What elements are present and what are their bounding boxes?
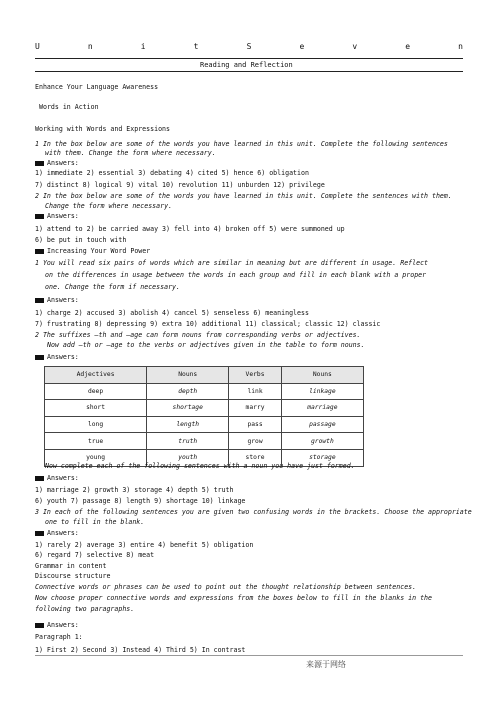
answer-line: 1) marriage 2) growth 3) storage 4) depth 5) truth	[35, 486, 234, 494]
instruction-text: 1 You will read six pairs of words which are similar in meaning but are different in usage. Reflect	[35, 259, 429, 267]
answer-line: 1) charge 2) accused 3) abolish 4) cancel 5) senseless 6) meaningless	[35, 309, 309, 317]
table-cell: storage	[281, 449, 363, 466]
table-cell: linkage	[281, 383, 363, 400]
instruction-text: Now choose proper connective words and expressions from the boxes below to fill in the blanks in the	[35, 594, 432, 602]
table-cell: store	[229, 449, 281, 466]
table-cell: shortage	[147, 400, 229, 417]
bullet-square-icon	[35, 214, 44, 219]
bullet-square-icon	[35, 161, 44, 166]
title-letter: i	[140, 42, 146, 51]
section-heading: Discourse structure	[35, 572, 111, 580]
table-cell: young	[45, 449, 147, 466]
header-rule	[35, 58, 463, 59]
table-cell: link	[229, 383, 281, 400]
answer-line: 6) be put in touch with	[35, 236, 127, 244]
answer-line: 7) frustrating 8) depressing 9) extra 10) additional 11) classical; classic 12) classic	[35, 320, 381, 328]
paragraph-label: Paragraph 1:	[35, 633, 83, 641]
title-letter: t	[193, 42, 199, 51]
instruction-text: Change the form where necessary.	[45, 202, 173, 210]
answer-line: 7) distinct 8) logical 9) vital 10) revolution 11) unburden 12) privilege	[35, 181, 325, 189]
table-cell: true	[45, 433, 147, 450]
title-letter: e	[299, 42, 305, 51]
answer-line: 6) regard 7) selective 8) meat	[35, 551, 155, 559]
instruction-text: Connective words or phrases can be used to point out the thought relationship between sentences.	[35, 583, 417, 591]
answers-label: Answers:	[35, 353, 79, 362]
table-cell: depth	[147, 383, 229, 400]
answers-label: Answers:	[35, 529, 79, 538]
instruction-text: 1 In the box below are some of the words you have learned in this unit. Complete the following sentences	[35, 140, 448, 148]
table-row	[45, 400, 364, 417]
table-cell: youth	[147, 449, 229, 466]
table-cell: long	[45, 416, 147, 433]
instruction-text: one to fill in the blank.	[45, 518, 145, 526]
title-letter: n	[87, 42, 93, 51]
bullet-square-icon	[35, 623, 44, 628]
table-cell: pass	[229, 416, 281, 433]
instruction-text: with them. Change the form where necessary.	[45, 149, 216, 157]
table-header: Adjectives	[45, 367, 147, 384]
instruction-text: 2 The suffixes –th and –age can form nouns from corresponding verbs or adjectives.	[35, 331, 361, 339]
instruction-text: 2 In the box below are some of the words you have learned in this unit. Complete the sentences with them.	[35, 192, 452, 200]
answers-label: Answers:	[35, 296, 79, 305]
bullet-square-icon	[35, 355, 44, 360]
answer-line: 1) First 2) Second 3) Instead 4) Third 5) In contrast	[35, 646, 246, 654]
section-subtitle: Reading and Reflection	[200, 61, 293, 69]
title-letter: U	[35, 42, 40, 51]
answers-label: Answers:	[35, 474, 79, 483]
instruction-text: 3 In each of the following sentences you are given two confusing words in the brackets. Choose the appropriate	[35, 508, 472, 516]
instruction-text: Now add –th or –age to the verbs or adjectives given in the table to form nouns.	[47, 341, 365, 349]
table-cell: grow	[229, 433, 281, 450]
table-header: Verbs	[229, 367, 281, 384]
answers-label: Answers:	[35, 212, 79, 221]
table-cell: growth	[281, 433, 363, 450]
instruction-text: one. Change the form if necessary.	[45, 283, 180, 291]
table-cell: marry	[229, 400, 281, 417]
section-heading: Increasing Your Word Power	[35, 247, 150, 256]
table-row	[45, 433, 364, 450]
title-letter: e	[405, 42, 411, 51]
footer-rule	[35, 655, 463, 656]
table-cell: passage	[281, 416, 363, 433]
bullet-square-icon	[35, 249, 44, 254]
table-cell: truth	[147, 433, 229, 450]
title-letter: n	[458, 42, 463, 51]
unit-title	[35, 42, 463, 51]
answers-label: Answers:	[35, 159, 79, 168]
instruction-text: Now complete each of the following sentences with a noun you have just formed.	[45, 462, 355, 470]
table-header: Nouns	[281, 367, 363, 384]
title-letter: v	[352, 42, 358, 51]
section-heading: Working with Words and Expressions	[35, 125, 170, 133]
table-header-row	[45, 367, 364, 384]
bullet-square-icon	[35, 298, 44, 303]
instruction-text: following two paragraphs.	[35, 605, 135, 613]
section-heading: Grammar in content	[35, 562, 107, 570]
answer-line: 1) rarely 2) average 3) entire 4) benefit 5) obligation	[35, 541, 254, 549]
footer-source: 来源于网络	[306, 660, 346, 669]
instruction-text: on the differences in usage between the words in each group and fill in each blank with a proper	[45, 271, 427, 279]
bullet-square-icon	[35, 476, 44, 481]
answer-line: 1) attend to 2) be carried away 3) fell into 4) broken off 5) were summoned up	[35, 225, 345, 233]
table-header: Nouns	[147, 367, 229, 384]
section-heading: Enhance Your Language Awareness	[35, 83, 159, 91]
title-letter: S	[246, 42, 252, 51]
answers-label: Answers:	[35, 621, 79, 630]
section-heading: Words in Action	[39, 103, 99, 111]
table-cell: marriage	[281, 400, 363, 417]
answer-line: 6) youth 7) passage 8) length 9) shortage 10) linkage	[35, 497, 246, 505]
table-cell: length	[147, 416, 229, 433]
table-row	[45, 383, 364, 400]
bullet-square-icon	[35, 531, 44, 536]
table-cell: short	[45, 400, 147, 417]
suffix-table	[44, 366, 364, 467]
table-cell: deep	[45, 383, 147, 400]
table-row	[45, 416, 364, 433]
answer-line: 1) immediate 2) essential 3) debating 4) cited 5) hence 6) obligation	[35, 169, 309, 177]
subtitle-rule	[35, 71, 463, 72]
